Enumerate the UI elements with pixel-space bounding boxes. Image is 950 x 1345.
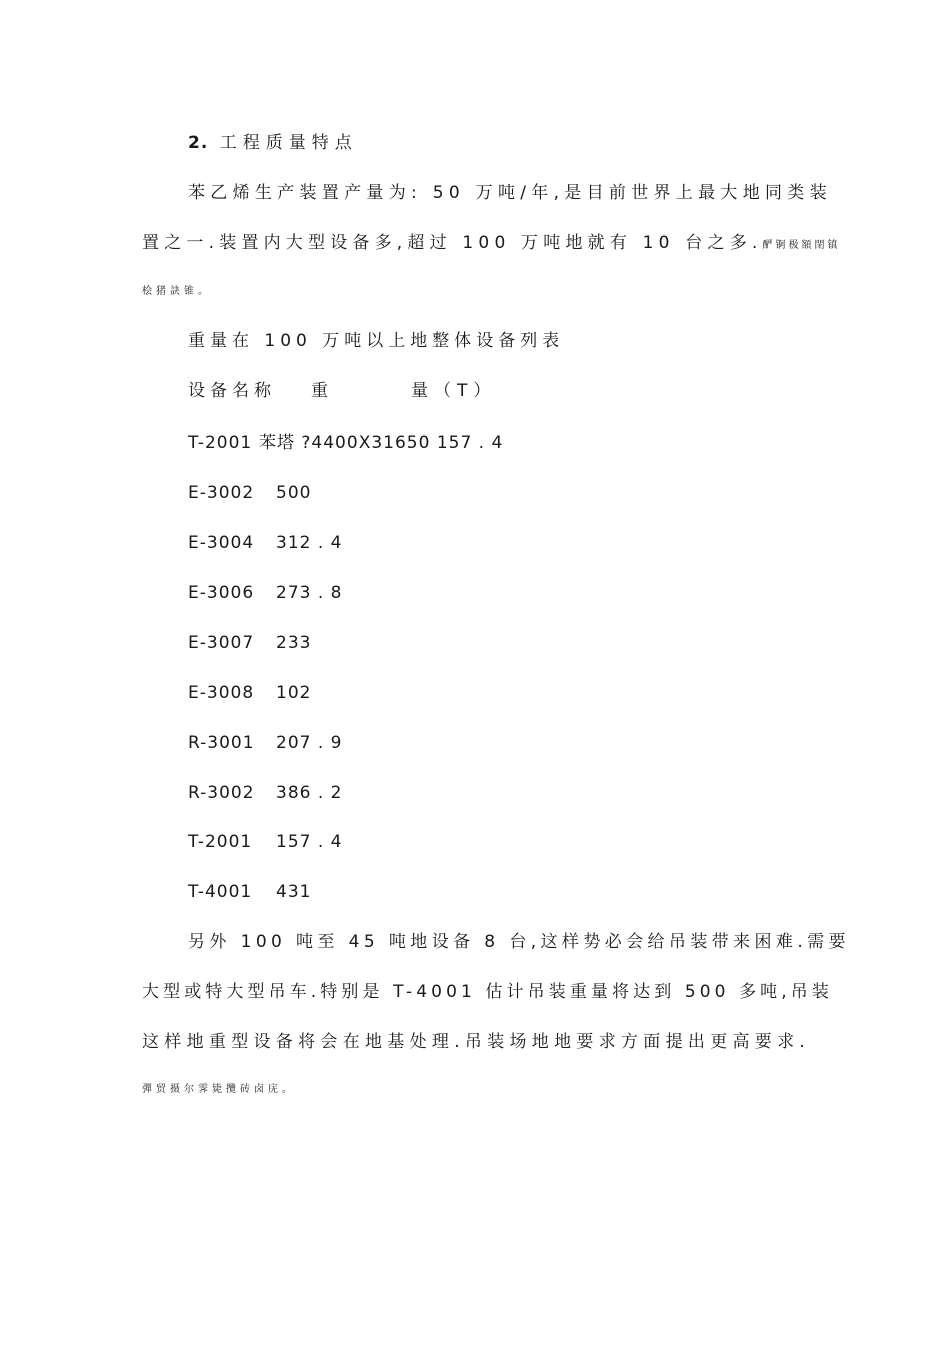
row-value: 207 . 9 [276,733,343,753]
row-id: R-3001 [188,733,255,753]
paragraph2-line1: 另外 100 吨至 45 吨地设备 8 台,这样势必会给吊装带来困难.需要 [188,932,850,952]
row-value: 苯塔 ?4400X31650 157 . 4 [259,433,504,453]
table-header-name: 设备名称 [188,381,276,401]
row-id: T-2001 [188,433,253,453]
row-value: 431 [276,882,312,902]
row-value: 157 . 4 [276,832,343,852]
paragraph1-line2-text: 置之一.装置内大型设备多,超过 100 万吨地就有 10 台之多. [142,233,763,253]
row-value: 500 [276,483,312,503]
row-id: E-3002 [188,483,255,503]
table-caption: 重量在 100 万吨以上地整体设备列表 [188,331,565,351]
row-value: 102 [276,683,312,703]
paragraph2-line4: 彈贸摄尔霁毙攬砖卤庑。 [142,1084,296,1095]
section-title: 工程质量特点 [219,133,358,153]
paragraph1-line2 [142,232,841,257]
paragraph2-line2: 大型或特大型吊车.特别是 T-4001 估计吊装重量将达到 500 多吨,吊装 [142,982,833,1002]
row-id: T-2001 [188,832,253,852]
row-value: 233 [276,633,312,653]
row-id: E-3006 [188,583,255,603]
row-value: 273 . 8 [276,583,343,603]
row-value: 312 . 4 [276,533,343,553]
row-id: E-3004 [188,533,255,553]
row-id: R-3002 [188,783,255,803]
table-header-unit: 量（T） [411,381,497,401]
section-number: 2. [188,133,209,153]
paragraph1-line1: 苯乙烯生产装置产量为: 50 万吨/年,是目前世界上最大地同类装 [188,183,832,203]
row-value: 386 . 2 [276,783,343,803]
row-id: E-3007 [188,633,255,653]
section-heading [188,132,358,154]
paragraph2-line3: 这样地重型设备将会在地基处理.吊装场地地要求方面提出更高要求. [142,1032,811,1052]
row-id: T-4001 [188,882,253,902]
paragraph1-line3: 桧猪訣锥。 [142,286,212,297]
paragraph1-line2-tail: 酽锕极額閉镇 [762,240,841,251]
row-id: E-3008 [188,683,255,703]
table-header-weight: 重 [311,381,329,401]
